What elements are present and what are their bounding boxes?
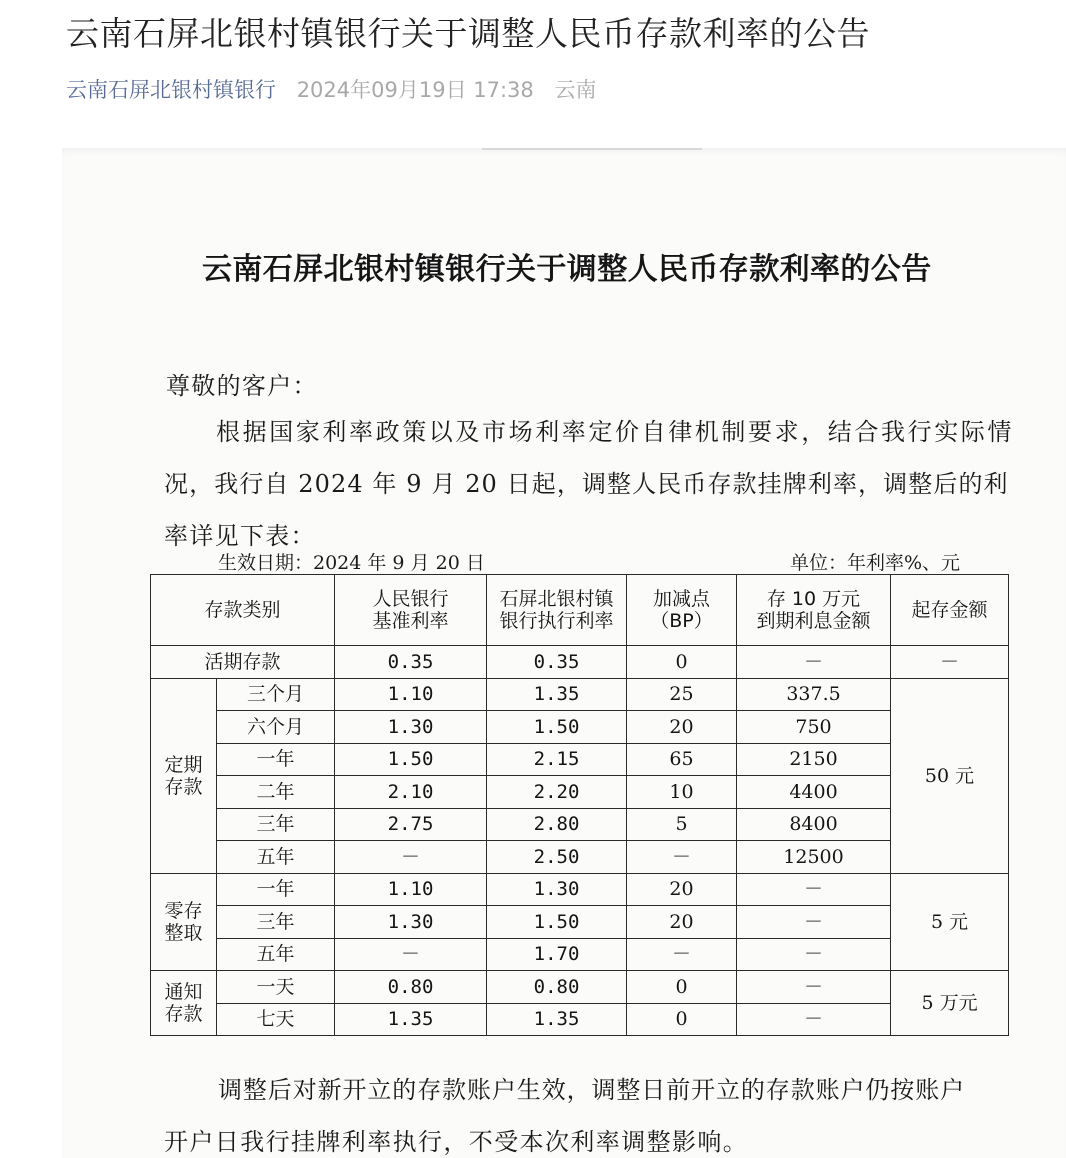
bank-rate-cell: 1.30 [487, 873, 627, 906]
bp-cell: 25 [627, 678, 737, 711]
publish-region: 云南 [554, 78, 597, 102]
bp-cell: 10 [627, 776, 737, 809]
table-row [151, 711, 1009, 744]
bp-cell: 65 [627, 743, 737, 776]
bp-cell: 0 [627, 1003, 737, 1036]
term-cell: 一年 [217, 873, 335, 906]
pboc-rate-cell: 0.80 [335, 971, 487, 1004]
header-pboc-rate: 人民银行 基准利率 [335, 575, 487, 646]
rate-table [150, 574, 1009, 1036]
notice-deposit-label: 通知 存款 [151, 971, 217, 1036]
installment-deposit-label: 零存 整取 [151, 873, 217, 971]
pboc-rate-cell: 1.30 [335, 711, 487, 744]
interest-cell: 337.5 [737, 678, 891, 711]
interest-cell: － [737, 971, 891, 1004]
publish-date: 2024年09月19日 17:38 [296, 78, 534, 102]
table-row [151, 906, 1009, 939]
table-row [151, 646, 1009, 679]
pboc-rate-cell: 1.10 [335, 873, 487, 906]
min-amount-cell: 5 元 [891, 873, 1009, 971]
bp-cell: 5 [627, 808, 737, 841]
header-bp: 加减点 （BP） [627, 575, 737, 646]
bank-rate-cell: 0.80 [487, 971, 627, 1004]
pboc-rate-cell: － [335, 841, 487, 874]
interest-cell: 12500 [737, 841, 891, 874]
term-cell: 三年 [217, 906, 335, 939]
bank-rate-cell: 2.80 [487, 808, 627, 841]
table-row [151, 938, 1009, 971]
table-unit: 单位：年利率%、元 [790, 552, 961, 574]
bp-cell: 20 [627, 711, 737, 744]
table-row [151, 678, 1009, 711]
pboc-rate-cell: 2.10 [335, 776, 487, 809]
bp-cell: 20 [627, 906, 737, 939]
bank-rate-cell: 2.50 [487, 841, 627, 874]
pboc-rate-cell: 1.35 [335, 1003, 487, 1036]
min-amount-cell: － [891, 646, 1009, 679]
notice-title: 云南石屏北银村镇银行关于调整人民币存款利率的公告 [202, 252, 932, 287]
bp-cell: 0 [627, 646, 737, 679]
term-cell: 三年 [217, 808, 335, 841]
bp-cell: － [627, 938, 737, 971]
term-cell: 六个月 [217, 711, 335, 744]
table-row [151, 841, 1009, 874]
interest-cell: 750 [737, 711, 891, 744]
table-row [151, 776, 1009, 809]
table-row [151, 873, 1009, 906]
pboc-rate-cell: 0.35 [335, 646, 487, 679]
interest-cell: － [737, 646, 891, 679]
pboc-rate-cell: 1.50 [335, 743, 487, 776]
pboc-rate-cell: 2.75 [335, 808, 487, 841]
body-line: 根据国家利率政策以及市场利率定价自律机制要求，结合我行实际情 [216, 418, 1014, 446]
term-cell: 一年 [217, 743, 335, 776]
fixed-deposit-label: 定期 存款 [151, 678, 217, 873]
pboc-rate-cell: 1.10 [335, 678, 487, 711]
bank-rate-cell: 1.50 [487, 711, 627, 744]
table-row [151, 971, 1009, 1004]
footer-line: 开户日我行挂牌利率执行，不受本次利率调整影响。 [164, 1128, 749, 1156]
account-name-link[interactable]: 云南石屏北银村镇银行 [66, 78, 276, 102]
effective-date: 生效日期：2024 年 9 月 20 日 [218, 552, 485, 574]
interest-cell: － [737, 938, 891, 971]
interest-cell: － [737, 1003, 891, 1036]
bank-rate-cell: 2.20 [487, 776, 627, 809]
bank-rate-cell: 0.35 [487, 646, 627, 679]
footer-line: 调整后对新开立的存款账户生效，调整日前开立的存款账户仍按账户 [218, 1076, 965, 1104]
term-cell: 一天 [217, 971, 335, 1004]
body-line: 况，我行自 2024 年 9 月 20 日起，调整人民币存款挂牌利率，调整后的利 [164, 470, 1009, 498]
table-row [151, 808, 1009, 841]
body-line: 率详见下表： [164, 522, 316, 550]
bank-rate-cell: 1.70 [487, 938, 627, 971]
article-title: 云南石屏北银村镇银行关于调整人民币存款利率的公告 [66, 14, 870, 53]
scan-edge [482, 148, 702, 150]
interest-cell: 4400 [737, 776, 891, 809]
bank-rate-cell: 1.50 [487, 906, 627, 939]
table-row [151, 1003, 1009, 1036]
term-cell: 二年 [217, 776, 335, 809]
interest-cell: 2150 [737, 743, 891, 776]
header-bank-rate: 石屏北银村镇 银行执行利率 [487, 575, 627, 646]
bank-rate-cell: 1.35 [487, 678, 627, 711]
interest-cell: － [737, 873, 891, 906]
interest-cell: － [737, 906, 891, 939]
bp-cell: 0 [627, 971, 737, 1004]
term-cell: 三个月 [217, 678, 335, 711]
header-interest: 存 10 万元 到期利息金额 [737, 575, 891, 646]
scanned-notice-image [62, 148, 1066, 1158]
header-category: 存款类别 [151, 575, 335, 646]
pboc-rate-cell: 1.30 [335, 906, 487, 939]
term-cell: 五年 [217, 938, 335, 971]
header-min-amount: 起存金额 [891, 575, 1009, 646]
min-amount-cell: 5 万元 [891, 971, 1009, 1036]
pboc-rate-cell: － [335, 938, 487, 971]
term-cell: 五年 [217, 841, 335, 874]
bp-cell: 20 [627, 873, 737, 906]
interest-cell: 8400 [737, 808, 891, 841]
table-row [151, 743, 1009, 776]
term-cell: 七天 [217, 1003, 335, 1036]
bank-rate-cell: 1.35 [487, 1003, 627, 1036]
header-row [151, 575, 1009, 646]
bp-cell: － [627, 841, 737, 874]
min-amount-cell: 50 元 [891, 678, 1009, 873]
article-meta [66, 74, 596, 104]
salutation: 尊敬的客户： [166, 372, 318, 400]
demand-label: 活期存款 [151, 646, 335, 679]
bank-rate-cell: 2.15 [487, 743, 627, 776]
